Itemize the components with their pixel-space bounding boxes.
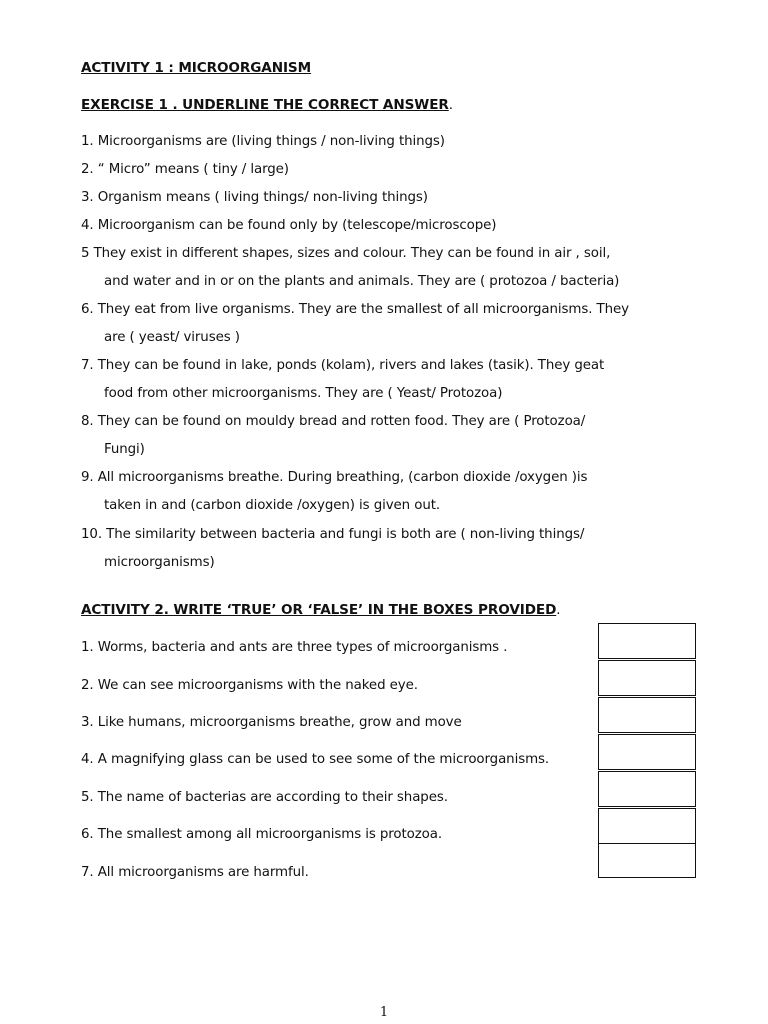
question-line-continued: and water and in or on the plants and animals. They are ( protozoa / bacteria) [104, 274, 620, 289]
question-line: 6. They eat from live organisms. They are the smallest of all microorganisms. They [81, 302, 629, 317]
statement-line: 6. The smallest among all microorganisms is protozoa. [81, 827, 443, 842]
question-line: 4. Microorganism can be found only by (telescope/microscope) [81, 218, 497, 233]
exercise-1-title: EXERCISE 1 . UNDERLINE THE CORRECT ANSWER [81, 97, 449, 113]
answer-box-7[interactable] [598, 843, 696, 878]
activity-1-title: ACTIVITY 1 : MICROORGANISM [81, 60, 312, 76]
question-line: 10. The similarity between bacteria and fungi is both are ( non-living things/ [81, 527, 585, 542]
question-line: 7. They can be found in lake, ponds (kolam), rivers and lakes (tasik). They geat [81, 358, 605, 373]
answer-box-5[interactable] [598, 771, 696, 807]
answer-box-2[interactable] [598, 660, 696, 696]
statement-line: 2. We can see microorganisms with the naked eye. [81, 678, 418, 693]
exercise-1-heading [81, 96, 453, 115]
answer-box-1[interactable] [598, 623, 696, 659]
question-line: 3. Organism means ( living things/ non-living things) [81, 190, 428, 205]
exercise-1-title-suffix: . [448, 98, 453, 113]
question-line-continued: Fungi) [104, 442, 145, 457]
question-line: 1. Microorganisms are (living things / non-living things) [81, 134, 445, 149]
activity-2-title-suffix: . [556, 603, 561, 618]
question-line-continued: are ( yeast/ viruses ) [104, 330, 240, 345]
answer-box-3[interactable] [598, 697, 696, 733]
activity-2-title: ACTIVITY 2. WRITE ‘TRUE’ OR ‘FALSE’ IN THE BOXES PROVIDED [81, 602, 557, 618]
statement-line: 3. Like humans, microorganisms breathe, grow and move [81, 715, 462, 730]
question-line: 5 They exist in different shapes, sizes and colour. They can be found in air , soil, [81, 246, 611, 261]
question-line: 8. They can be found on mouldy bread and rotten food. They are ( Protozoa/ [81, 414, 586, 429]
answer-box-4[interactable] [598, 734, 696, 770]
page-number: 1 [379, 1005, 389, 1020]
question-line-continued: microorganisms) [104, 555, 215, 570]
question-line: 9. All microorganisms breathe. During breathing, (carbon dioxide /oxygen )is [81, 470, 588, 485]
statement-line: 5. The name of bacterias are according to their shapes. [81, 790, 448, 805]
statement-line: 7. All microorganisms are harmful. [81, 865, 309, 880]
statement-line: 1. Worms, bacteria and ants are three types of microorganisms . [81, 640, 508, 655]
question-line-continued: food from other microorganisms. They are ( Yeast/ Protozoa) [104, 386, 503, 401]
statement-line: 4. A magnifying glass can be used to see some of the microorganisms. [81, 752, 550, 767]
question-line-continued: taken in and (carbon dioxide /oxygen) is given out. [104, 498, 441, 513]
activity-2-heading [81, 601, 560, 620]
answer-box-6[interactable] [598, 808, 696, 844]
question-line: 2. “ Micro” means ( tiny / large) [81, 162, 289, 177]
